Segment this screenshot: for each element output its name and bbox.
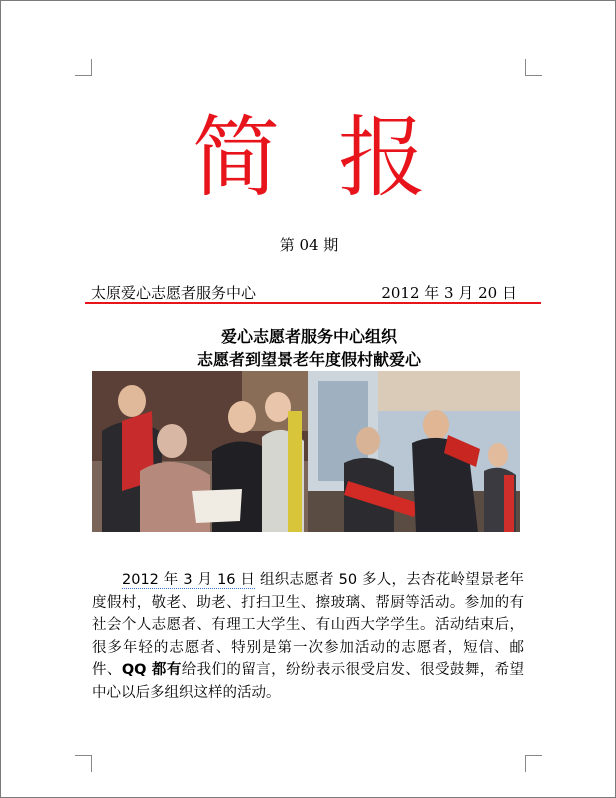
body-text-part-2: 给我们的留言，纷纷表示很受启发、很受鼓舞，希望中心以后多组织这样的活动。 (92, 662, 525, 701)
masthead-title: 简报 (191, 106, 484, 209)
body-date-phrase: 2012 年 3 月 16 日 (122, 572, 256, 588)
issue-number: 第 04 期 (279, 236, 339, 254)
body-text-part-1: 组织志愿者 50 多人，去杏花岭望景老年度假村，敬老、助老、打扫卫生、擦玻璃、帮厨等活动。参加的有社会个人志愿者、有理工大学生、有山西大学学生。活动结束后，很多年轻的志愿者、特别是第一次参加活动的志愿者，短信、邮件、 (92, 572, 524, 678)
headline-line-2: 志愿者到望景老年度假村献爱心 (196, 350, 421, 369)
crop-mark-bottom-left (75, 755, 92, 772)
meta-row (91, 282, 521, 302)
publish-date: 2012 年 3 月 20 日 (381, 284, 517, 302)
headline-line-1: 爱心志愿者服务中心组织 (220, 327, 397, 346)
organization-name: 太原爱心志愿者服务中心 (91, 284, 257, 302)
body-paragraph (92, 569, 524, 704)
crop-mark-top-left (75, 59, 92, 76)
body-bold-phrase: QQ 都有 (121, 662, 182, 678)
crop-mark-top-right (525, 59, 542, 76)
crop-mark-bottom-right (525, 755, 542, 772)
red-divider (85, 302, 541, 304)
photo-volunteers-with-elder (92, 371, 308, 532)
photo-volunteers-cleaning-windows (308, 371, 520, 532)
